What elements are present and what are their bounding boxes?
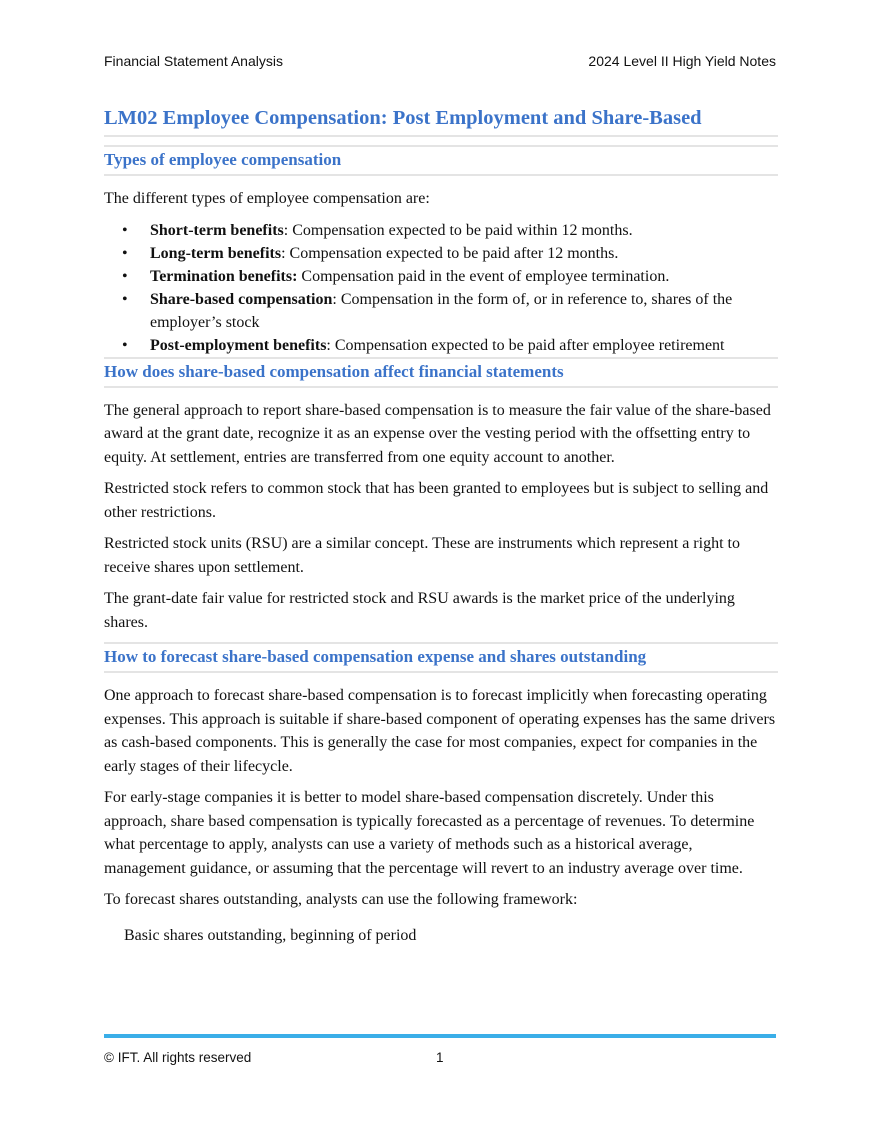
list-item — [104, 265, 778, 288]
footer-copyright: © IFT. All rights reserved — [104, 1050, 252, 1065]
paragraph: The grant-date fair value for restricted stock and RSU awards is the market price of the underlying shares. — [104, 590, 735, 631]
list-item-term: Long-term benefits — [150, 244, 282, 262]
paragraph: Restricted stock units (RSU) are a similar concept. These are instruments which represent a right to receive shares upon settlement. — [104, 535, 740, 576]
footer-rule — [104, 1034, 776, 1038]
list-item-term: Post-employment benefits — [150, 336, 327, 354]
bullet-icon: • — [122, 244, 128, 262]
bullet-icon: • — [122, 290, 128, 308]
list-item — [104, 219, 778, 242]
section-heading-types: Types of employee compensation — [104, 145, 778, 176]
framework-line: Basic shares outstanding, beginning of period — [124, 926, 417, 944]
page-number: 1 — [436, 1050, 444, 1065]
document-title: LM02 Employee Compensation: Post Employment and Share-Based — [104, 103, 778, 137]
compensation-types-list — [104, 219, 778, 357]
section-heading-forecast: How to forecast share-based compensation expense and shares outstanding — [104, 642, 778, 673]
list-item-term: Termination benefits: — [150, 267, 298, 285]
list-item-desc: : Compensation expected to be paid after 12 months. — [281, 244, 619, 262]
section-heading-share-based-effect: How does share-based compensation affect financial statements — [104, 357, 778, 388]
list-item-desc: : Compensation expected to be paid after employee retirement — [326, 336, 725, 354]
paragraph: One approach to forecast share-based compensation is to forecast implicitly when forecasting operating expenses. This approach is suitable if share-based component of operating expenses has the same drivers as cash-based components. This is generally the case for most companies, expect for companies in the early stages of their lifecycle. — [104, 687, 776, 775]
section-types-intro: The different types of employee compensation are: — [104, 190, 430, 207]
list-item-term: Share-based compensation — [150, 290, 333, 308]
list-item — [104, 242, 778, 265]
list-item — [104, 334, 778, 357]
paragraph: Restricted stock refers to common stock that has been granted to employees but is subject to selling and other restrictions. — [104, 480, 769, 521]
header-right: 2024 Level II High Yield Notes — [588, 53, 776, 69]
list-item-desc: Compensation paid in the event of employee termination. — [297, 267, 670, 285]
bullet-icon: • — [122, 267, 128, 285]
bullet-icon: • — [122, 336, 128, 354]
list-item-desc: : Compensation in the form of, or in reference to, shares of the employer’s stock — [150, 290, 733, 331]
paragraph: The general approach to report share-based compensation is to measure the fair value of the share-based award at the grant date, recognize it as an expense over the vesting period with the offsetting entry to equity. At settlement, entries are transferred from one equity account to another. — [104, 401, 771, 466]
header-left: Financial Statement Analysis — [104, 53, 283, 69]
list-item — [104, 288, 778, 334]
paragraph: To forecast shares outstanding, analysts can use the following framework: — [104, 891, 578, 908]
list-item-desc: : Compensation expected to be paid within 12 months. — [283, 221, 633, 239]
document-body — [104, 100, 778, 955]
bullet-icon: • — [122, 221, 128, 239]
list-item-term: Short-term benefits — [150, 221, 284, 239]
paragraph: For early-stage companies it is better to model share-based compensation discretely. Under this approach, share based compensation is typically forecasted as a percentage of revenues. To determine what percentage to apply, analysts can use a variety of methods such as a historical average, management guidance, or assuming that the percentage will revert to an industry average over time. — [104, 789, 755, 877]
